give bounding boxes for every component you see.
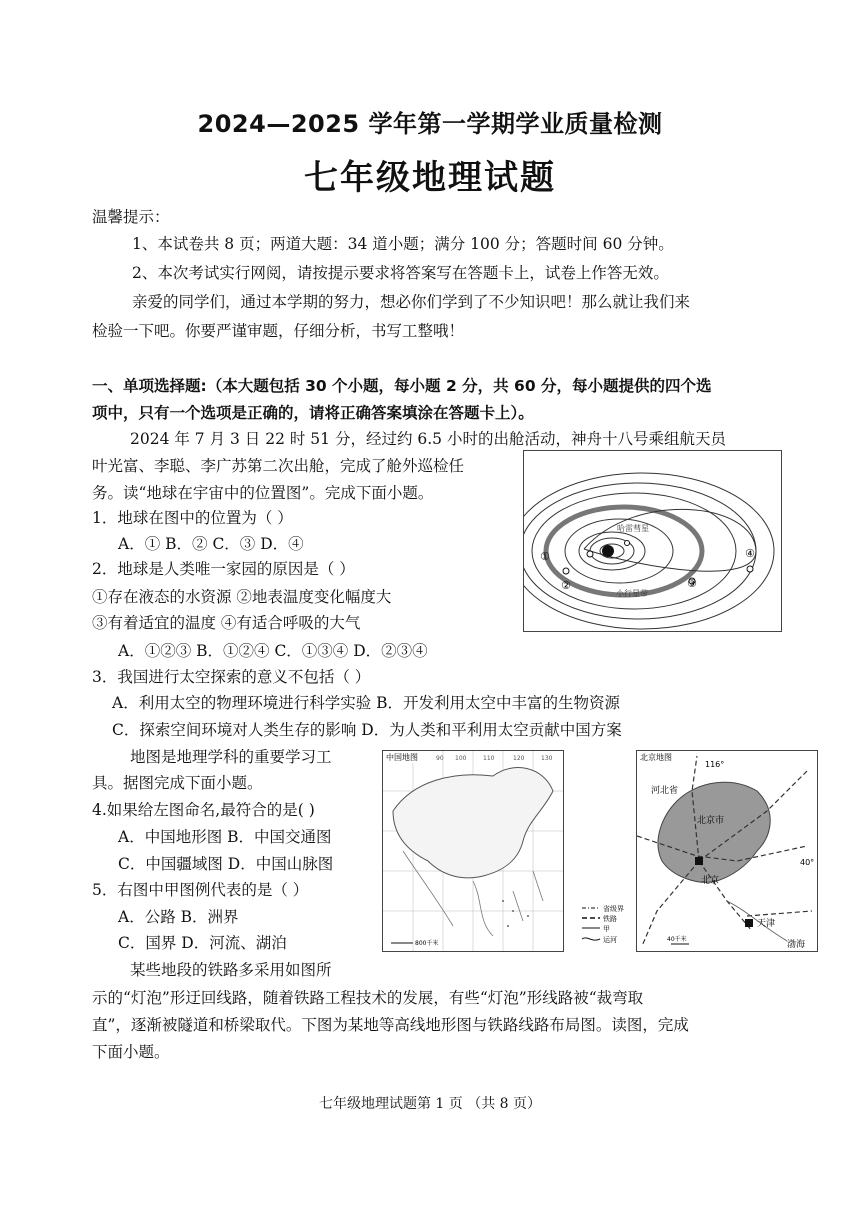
latitude-label: 40° (800, 858, 815, 867)
tips-item-2: 2、本次考试实行网阅，请按提示要求将答案写在答题卡上，试卷上作答无效。 (132, 264, 669, 282)
legend-railway: 铁路 (603, 915, 617, 923)
lon-label-90: 90 (436, 755, 444, 762)
q3-stem: 3．我国进行太空探索的意义不包括（ ） (92, 668, 371, 686)
page-footer: 七年级地理试题第 1 页 （共 8 页） (318, 1096, 542, 1112)
q3-options-row-2: C．探索空间环境对人类生存的影响 D．为人类和平利用太空贡献中国方案 (112, 721, 622, 739)
intro-line-2: 检验一下吧。你要严谨审题，仔细分析，书写工整哦！ (92, 322, 465, 340)
exam-subject-title: 七年级地理试题 (304, 158, 556, 198)
mark-3: ③ (687, 577, 697, 590)
tips-label: 温馨提示： (92, 208, 170, 226)
intro-line-1: 亲爱的同学们，通过本学期的努力，想必你们学到了不少知识吧！那么就让我们来 (132, 293, 691, 311)
q1-stem: 1．地球在图中的位置为（ ） (92, 509, 293, 527)
mark-1: ① (540, 550, 550, 563)
beijing-scale-label: 40千米 (667, 936, 687, 943)
beijing-label: 北京 (701, 876, 720, 886)
comet-label: 哈雷彗星 (617, 524, 649, 533)
mark-4: ④ (745, 547, 755, 560)
passage-1-line-3: 务。读“地球在宇宙中的位置图”。完成下面小题。 (92, 484, 434, 502)
bohai-label: 渤海 (787, 940, 806, 950)
tianjin-label: 天津 (757, 919, 776, 929)
beijing-map-label: 北京地图 (640, 753, 672, 762)
lon-label-130: 130 (541, 755, 553, 762)
china-map-label: 中国地图 (386, 753, 418, 762)
beijing-map-figure (636, 750, 818, 952)
tips-item-1: 1、本试卷共 8 页；两道大题：34 道小题；满分 100 分；答题时间 60 分钟。 (132, 235, 674, 253)
q3-options-row-1: A．利用太空的物理环境进行科学实验 B．开发利用太空中丰富的生物资源 (112, 694, 621, 712)
passage-3-line-3: 直”，逐渐被隧道和桥梁取代。下图为某地等高线地形图与铁路线路布局图。读图，完成 (92, 1016, 689, 1034)
q1-options: A．① B．② C．③ D．④ (118, 535, 304, 553)
passage-1-line-2: 叶光富、李聪、李广苏第二次出舱，完成了舱外巡检任 (92, 457, 465, 475)
exam-title: 2024—2025 学年第一学期学业质量检测 (197, 110, 663, 138)
beijing-marker (695, 857, 703, 865)
section-heading-line-2: 项中，只有一个选项是正确的，请将正确答案填涂在答题卡上）。 (92, 404, 534, 422)
lon-label-120: 120 (513, 755, 525, 762)
q5-options-row-2: C．国界 D．河流、湖泊 (118, 934, 287, 952)
q2-options: A．①②③ B．①②④ C．①③④ D．②③④ (118, 642, 428, 660)
passage-3-line-1: 某些地段的铁路多采用如图所 (130, 961, 332, 979)
q2-statement-2: ③有着适宜的温度 ④有适合呼吸的大气 (92, 614, 361, 632)
passage-1-line-1: 2024 年 7 月 3 日 22 时 51 分，经过约 6.5 小时的出舱活动，神舟十八号乘组航天员 (130, 430, 726, 448)
lon-label-110: 110 (483, 755, 495, 762)
legend-canal: 运河 (603, 936, 617, 944)
mark-2: ② (561, 579, 571, 592)
asteroid-belt-label: 小行星带 (616, 589, 648, 598)
passage-2-line-1: 地图是地理学科的重要学习工 (130, 748, 332, 766)
hebei-label: 河北省 (651, 786, 679, 796)
china-scale-label: 800千米 (415, 940, 439, 947)
china-map (383, 751, 563, 951)
q4-options-row-2: C．中国疆域图 D．中国山脉图 (118, 855, 334, 873)
lon-label-100: 100 (455, 755, 467, 762)
passage-2-line-2: 具。据图完成下面小题。 (92, 774, 263, 792)
legend-province-border: 省级界 (603, 905, 624, 913)
tianjin-marker (745, 919, 753, 927)
china-map-figure (382, 750, 564, 952)
passage-3-line-2: 示的“灯泡”形迂回线路，随着铁路工程技术的发展，有些“灯泡”形线路被“裁弯取 (92, 989, 644, 1007)
sun-icon (602, 545, 614, 557)
q4-options-row-1: A．中国地形图 B．中国交通图 (118, 828, 332, 846)
passage-3-line-4: 下面小题。 (92, 1043, 170, 1061)
q2-statement-1: ①存在液态的水资源 ②地表温度变化幅度大 (92, 588, 392, 606)
solar-system-figure (523, 450, 782, 632)
longitude-label: 116° (705, 760, 725, 769)
q2-stem: 2．地球是人类唯一家园的原因是（ ） (92, 560, 355, 578)
beijing-region (658, 782, 770, 882)
q5-options-row-1: A．公路 B．洲界 (118, 908, 239, 926)
beijing-map (637, 751, 817, 951)
beijing-city-label: 北京市 (697, 816, 725, 826)
beijing-map-legend (580, 902, 634, 948)
q4-stem: 4.如果给左图命名,最符合的是( ) (92, 801, 315, 819)
q5-stem: 5．右图中甲图例代表的是（ ） (92, 881, 309, 899)
section-heading-line-1: 一、单项选择题:（本大题包括 30 个小题，每小题 2 分，共 60 分，每小题提供的四个选 (92, 377, 712, 395)
legend-jia: 甲 (603, 925, 610, 933)
solar-system-diagram (524, 451, 781, 631)
